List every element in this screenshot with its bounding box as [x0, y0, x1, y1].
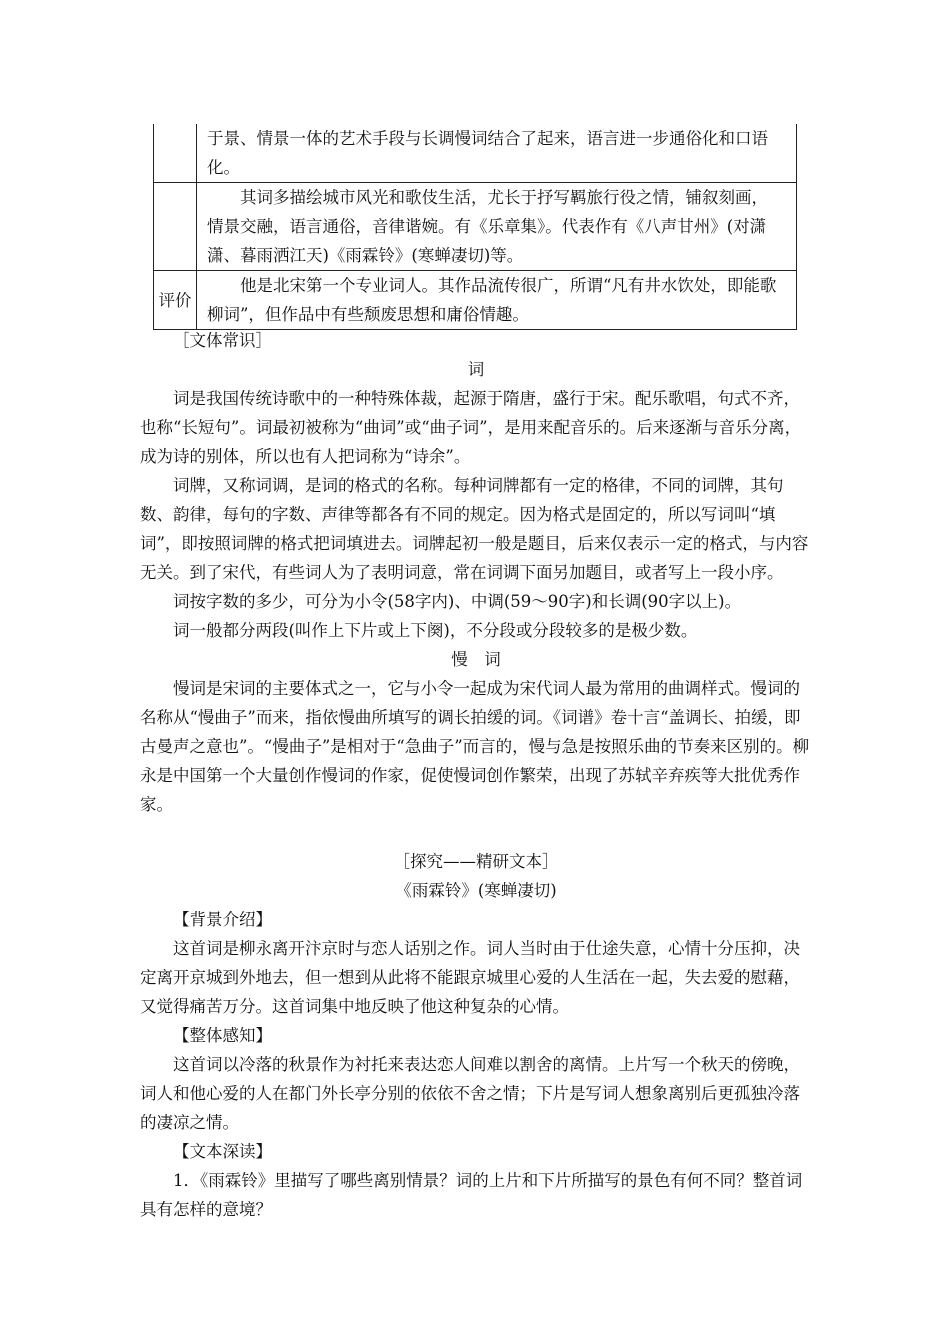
paragraph: 慢词是宋词的主要体式之一，它与小令一起成为宋代词人最为常用的曲调样式。慢词的名称从“慢曲子”而来，指依慢曲所填写的调长拍缓的词。《词谱》卷十言“盖调长、拍缓，即古曼声之意也”。“慢曲子”是相对于“急曲子”而言的，慢与急是按照乐曲的节奏来区别的。柳永是中国第一个大量创作慢词的作家，促使慢词创作繁荣，出现了苏轼辛弃疾等大批优秀作家。 [140, 679, 810, 814]
document-body [140, 326, 812, 1224]
table-label-evaluation: 评价 [154, 271, 197, 330]
poem-title: 《雨霖铃》(寒蝉凄切) [395, 881, 557, 900]
paragraph: 词按字数的多少，可分为小令(58字内)、中调(59～90字)和长调(90字以上)。 [173, 592, 742, 611]
spacer [140, 819, 812, 847]
table-content-cell [197, 124, 797, 183]
section-bracket-explore: ［探究——精研文本］ [393, 852, 559, 871]
heading-background: 【背景介绍】 [173, 910, 272, 929]
heading-deep-reading: 【文本深读】 [173, 1142, 272, 1161]
paragraph: 词一般都分两段(叫作上下片或上下阕)，不分段或分段较多的是极少数。 [173, 621, 698, 640]
paragraph: 这首词以冷落的秋景作为衬托来表达恋人间难以割舍的离情。上片写一个秋天的傍晚，词人和他心爱的人在都门外长亭分别的依依不舍之情；下片是写词人想象离别后更孤独冷落的凄凉之情。 [140, 1055, 800, 1132]
section-title-ci: 词 [467, 360, 485, 379]
table-label-cell-empty [154, 124, 197, 183]
table-content-cell [197, 271, 797, 330]
table-row1-text: 于景、情景一体的艺术手段与长调慢词结合了起来，语言进一步通俗化和口语化。 [207, 129, 768, 177]
table-content-cell [197, 183, 797, 271]
table-row [154, 271, 797, 330]
table-row [154, 183, 797, 271]
table-row2-text: 其词多描绘城市风光和歌伎生活，尤长于抒写羁旅行役之情，铺叙刻画，情景交融，语言通俗，音律谐婉。有《乐章集》。代表作有《八声甘州》(对潇潇、暮雨洒江天)《雨霖铃》(寒蝉凄切)等。 [207, 188, 768, 265]
question-1: 1．《雨霖铃》里描写了哪些离别情景？词的上片和下片所描写的景色有何不同？整首词具有怎样的意境？ [140, 1171, 803, 1219]
section-bracket-genre: ［文体常识］ [173, 331, 272, 350]
paragraph: 词是我国传统诗歌中的一种特殊体裁，起源于隋唐，盛行于宋。配乐歌唱，句式不齐，也称“长短句”。词最初被称为“曲词”或“曲子词”，是用来配音乐的。后来逐渐与音乐分离，成为诗的别体，所以也有人把词称为“诗余”。 [140, 389, 802, 466]
table-row [154, 124, 797, 183]
heading-overview: 【整体感知】 [173, 1026, 272, 1045]
section-title-manci: 慢 词 [451, 650, 501, 669]
poet-info-table [153, 124, 797, 330]
table-row3-text: 他是北宋第一个专业词人。其作品流传很广，所谓“凡有井水饮处，即能歌柳词”，但作品中有些颓废思想和庸俗情趣。 [207, 276, 777, 324]
table-label-cell-empty [154, 183, 197, 271]
paragraph: 词牌，又称词调，是词的格式的名称。每种词牌都有一定的格律，不同的词牌，其句数、韵律，每句的字数、声律等都各有不同的规定。因为格式是固定的，所以写词叫“填词”，即按照词牌的格式把词填进去。词牌起初一般是题目，后来仅表示一定的格式，与内容无关。到了宋代，有些词人为了表明词意，常在词调下面另加题目，或者写上一段小序。 [140, 476, 809, 582]
paragraph: 这首词是柳永离开汴京时与恋人话别之作。词人当时由于仕途失意，心情十分压抑，决定离开京城到外地去，但一想到从此将不能跟京城里心爱的人生活在一起，失去爱的慰藉，又觉得痛苦万分。这首词集中地反映了他这种复杂的心情。 [140, 939, 800, 1016]
